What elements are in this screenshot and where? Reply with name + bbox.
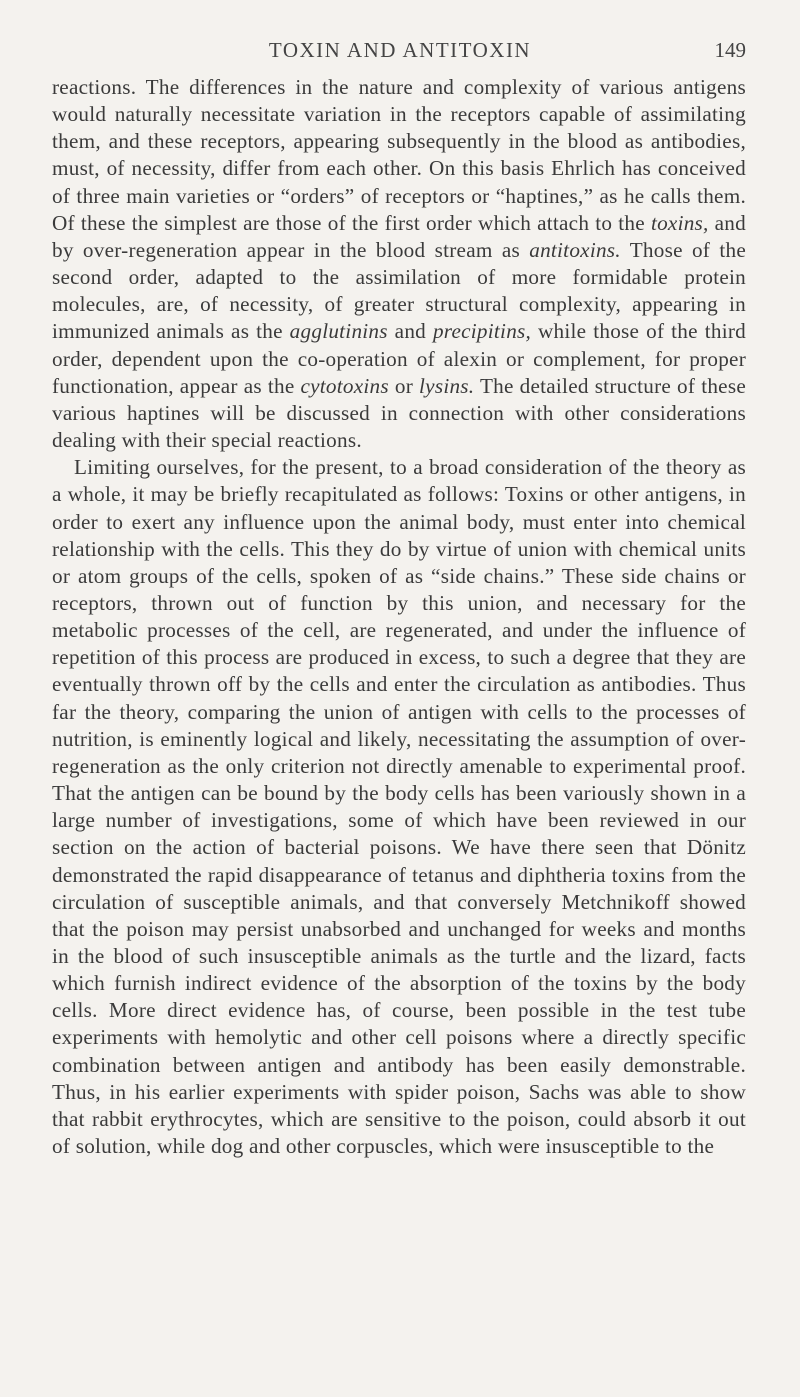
italic-term: toxins,	[650, 210, 709, 235]
running-head	[0, 38, 800, 68]
italic-term: lysins.	[419, 373, 475, 398]
text-run: and by over-regeneration appear in the blood stream as	[52, 210, 746, 262]
body-text	[52, 74, 746, 1160]
italic-term: precipitins,	[432, 319, 532, 344]
text-run: reactions. The differences in the nature and complexity of various antigens would naturally necessitate variation in the receptors capable of assimilating them, and these receptors, appearing subsequently in the blood as antibodies, must, of necessity, differ from each other. On this basis Ehrlich has conceived of three main varieties or “orders” of receptors or “haptines,” as he calls them. Of these the simplest are those of the first order which attach to the	[52, 75, 746, 235]
paragraph	[52, 454, 746, 1160]
text-run: The detailed structure of these various haptines will be discussed in connection with other considerations dealing with their special reactions.	[52, 373, 746, 453]
text-run: Limiting ourselves, for the present, to a broad consideration of the theory as a whole, it may be briefly recapitulated as follows: Toxins or other antigens, in order to exert any influence upon the animal body, must enter into chemical relationship with the cells. This they do by virtue of union with chemical units or atom groups of the cells, spoken of as “side chains.” These side chains or receptors, thrown out of function by this union, and necessary for the metabolic processes of the cell, are regenerated, and under the influence of repetition of this process are produced in excess, to such a degree that they are eventually thrown off by the cells and enter the circulation as antibodies. Thus far the theory, comparing the union of antigen with cells to the processes of nutrition, is eminently logical and likely, necessitating the assumption of over-regeneration as the only criterion not directly amenable to experimental proof. That the antigen can be bound by the body cells has been variously shown in a large number of investigations, some of which have been reviewed in our section on the action of bacterial poisons. We have there seen that Dönitz demonstrated the rapid disappearance of tetanus and diphtheria toxins from the circulation of susceptible animals, and that conversely Metchnikoff showed that the poison may persist unabsorbed and unchanged for weeks and months in the blood of such insusceptible animals as the turtle and the lizard, facts which furnish indirect evidence of the absorption of the toxins by the body cells. More direct evidence has, of course, been possible in the test tube experiments with hemolytic and other cell poisons where a directly specific combination between antigen and antibody has been easily demonstrable. Thus, in his earlier experiments with spider poison, Sachs was able to show that rabbit erythrocytes, which are sensitive to the poison, could absorb it out of solution, while dog and other corpuscles, which were insusceptible to the	[52, 455, 746, 1159]
italic-term: cytotoxins	[300, 373, 389, 398]
paragraph	[52, 74, 746, 454]
text-run: and	[387, 319, 433, 344]
text-run: while those of the third order, dependent upon the co-operation of alexin or complement, for proper functionation, appear as the	[52, 319, 746, 398]
italic-term: agglutinins	[289, 319, 388, 344]
italic-term: antitoxins.	[529, 237, 621, 262]
text-run: or	[388, 373, 420, 398]
text-run: Those of the second order, adapted to the assimilation of more formidable protein molecules, are, of necessity, of greater structural complexity, appearing in immunized animals as the	[52, 237, 746, 344]
page-number: 149	[714, 38, 746, 62]
running-title: TOXIN AND ANTITOXIN	[268, 38, 532, 62]
